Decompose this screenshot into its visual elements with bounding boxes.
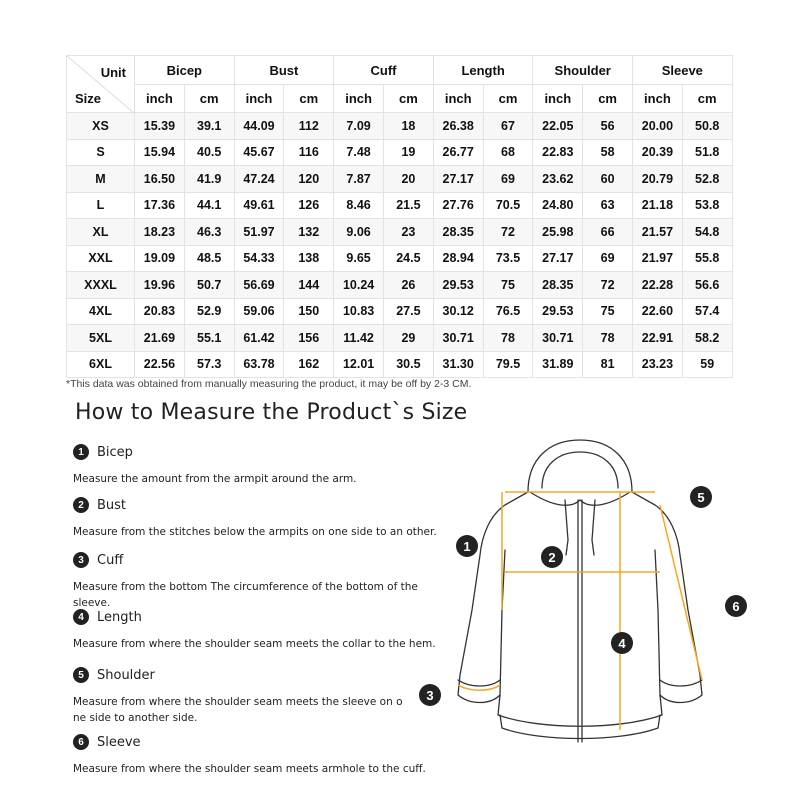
header-shoulder: Shoulder	[533, 56, 633, 85]
measurement-cell: 63	[583, 192, 633, 219]
hoodie-measurement-diagram	[410, 430, 750, 770]
sleeve-guide-line	[660, 505, 702, 680]
step-description-line: Measure from the bottom The circumference of the bottom of the sleeve.	[73, 581, 418, 609]
step-description	[73, 636, 453, 652]
measurement-cell: 69	[483, 166, 533, 193]
measurement-cell: 22.05	[533, 113, 583, 140]
measurement-cell: 16.50	[135, 166, 185, 193]
corner-size-label: Size	[67, 85, 135, 113]
measurement-cell: 25.98	[533, 219, 583, 246]
measurement-cell: 120	[284, 166, 334, 193]
measurement-cell: 26.38	[433, 113, 483, 140]
table-row	[67, 298, 733, 325]
measurement-cell: 45.67	[234, 139, 284, 166]
measurement-cell: 27.17	[533, 245, 583, 272]
measurement-cell: 17.36	[135, 192, 185, 219]
measurement-cell: 67	[483, 113, 533, 140]
step-name: Shoulder	[97, 667, 155, 683]
measurement-cell: 52.8	[682, 166, 732, 193]
measurement-cell: 28.35	[533, 272, 583, 299]
measurement-guides	[458, 492, 702, 730]
measurement-cell: 20	[384, 166, 434, 193]
step-number-badge: 1	[73, 444, 89, 460]
table-header-measurements	[67, 56, 733, 85]
measurement-cell: 29	[384, 325, 434, 352]
measurement-cell: 30.71	[433, 325, 483, 352]
step-sleeve	[73, 733, 453, 777]
step-description	[73, 694, 453, 726]
table-row	[67, 192, 733, 219]
measurement-cell: 15.39	[135, 113, 185, 140]
header-bust: Bust	[234, 56, 334, 85]
measurement-cell: 55.1	[184, 325, 234, 352]
measurement-cell: 18.23	[135, 219, 185, 246]
measurement-cell: 21.5	[384, 192, 434, 219]
table-row	[67, 113, 733, 140]
measurement-cell: 23.62	[533, 166, 583, 193]
step-name: Length	[97, 609, 142, 625]
unit-header-inch: inch	[234, 85, 284, 113]
measurement-cell: 66	[583, 219, 633, 246]
table-row	[67, 245, 733, 272]
measurement-cell: 112	[284, 113, 334, 140]
measurement-cell: 27.17	[433, 166, 483, 193]
measurement-cell: 27.5	[384, 298, 434, 325]
step-number-badge: 5	[73, 667, 89, 683]
callout-sleeve: 6	[725, 595, 747, 617]
step-description	[73, 524, 453, 540]
measurement-cell: 22.60	[633, 298, 683, 325]
measurement-cell: 56	[583, 113, 633, 140]
measurement-cell: 52.9	[184, 298, 234, 325]
table-row	[67, 219, 733, 246]
measurement-cell: 44.09	[234, 113, 284, 140]
step-name: Cuff	[97, 552, 124, 568]
step-cuff	[73, 551, 453, 611]
measurement-cell: 58	[583, 139, 633, 166]
measurement-cell: 19	[384, 139, 434, 166]
measurement-cell: 57.4	[682, 298, 732, 325]
measurement-cell: 78	[583, 325, 633, 352]
measurement-cell: 24.5	[384, 245, 434, 272]
measure-guide-title: How to Measure the Product`s Size	[75, 400, 468, 425]
step-description-line: Measure from where the shoulder seam meets armhole to the cuff.	[73, 763, 426, 775]
step-description	[73, 761, 453, 777]
measurement-cell: 24.80	[533, 192, 583, 219]
measurement-cell: 29.53	[433, 272, 483, 299]
measurement-cell: 72	[483, 219, 533, 246]
size-label-cell: XXXL	[67, 272, 135, 299]
size-label-cell: M	[67, 166, 135, 193]
step-description-line: Measure from where the shoulder seam meets the sleeve on o	[73, 696, 403, 708]
header-cuff: Cuff	[334, 56, 434, 85]
unit-header-inch: inch	[633, 85, 683, 113]
measurement-cell: 51.8	[682, 139, 732, 166]
measurement-cell: 44.1	[184, 192, 234, 219]
measurement-cell: 10.83	[334, 298, 384, 325]
step-description	[73, 579, 453, 611]
hoodie-outline	[458, 440, 702, 742]
measurement-cell: 63.78	[234, 351, 284, 378]
size-label-cell: XXL	[67, 245, 135, 272]
measurement-cell: 20.00	[633, 113, 683, 140]
measurement-cell: 138	[284, 245, 334, 272]
measurement-cell: 41.9	[184, 166, 234, 193]
step-number-badge: 2	[73, 497, 89, 513]
measurement-cell: 56.6	[682, 272, 732, 299]
measurement-cell: 58.2	[682, 325, 732, 352]
table-row	[67, 139, 733, 166]
measurement-cell: 31.30	[433, 351, 483, 378]
measurement-cell: 150	[284, 298, 334, 325]
unit-header-inch: inch	[334, 85, 384, 113]
measurement-cell: 27.76	[433, 192, 483, 219]
step-number-badge: 3	[73, 552, 89, 568]
measurement-cell: 7.87	[334, 166, 384, 193]
measurement-cell: 49.61	[234, 192, 284, 219]
step-shoulder	[73, 666, 453, 726]
measurement-cell: 79.5	[483, 351, 533, 378]
step-number-badge: 6	[73, 734, 89, 750]
size-label-cell: 4XL	[67, 298, 135, 325]
measurement-cell: 75	[583, 298, 633, 325]
measurement-cell: 18	[384, 113, 434, 140]
measurement-cell: 30.12	[433, 298, 483, 325]
callout-shoulder: 5	[690, 486, 712, 508]
step-name: Bicep	[97, 444, 133, 460]
size-label-cell: 6XL	[67, 351, 135, 378]
measurement-cell: 75	[483, 272, 533, 299]
measurement-cell: 22.91	[633, 325, 683, 352]
header-sleeve: Sleeve	[633, 56, 733, 85]
measurement-cell: 15.94	[135, 139, 185, 166]
step-length	[73, 608, 453, 652]
measurement-cell: 7.48	[334, 139, 384, 166]
measurement-cell: 47.24	[234, 166, 284, 193]
measurement-cell: 78	[483, 325, 533, 352]
measurement-cell: 23.23	[633, 351, 683, 378]
size-label-cell: S	[67, 139, 135, 166]
measurement-cell: 20.79	[633, 166, 683, 193]
measurement-cell: 22.83	[533, 139, 583, 166]
measurement-cell: 59	[682, 351, 732, 378]
table-row	[67, 272, 733, 299]
callout-cuff: 3	[419, 684, 441, 706]
unit-header-cm: cm	[583, 85, 633, 113]
step-description-line: Measure from the stitches below the armpits on one side to an other.	[73, 526, 437, 538]
callout-bicep: 1	[456, 535, 478, 557]
callout-length: 4	[611, 632, 633, 654]
measurement-cell: 20.83	[135, 298, 185, 325]
measurement-cell: 50.7	[184, 272, 234, 299]
measurement-cell: 156	[284, 325, 334, 352]
step-bicep	[73, 443, 453, 487]
measurement-cell: 21.57	[633, 219, 683, 246]
header-length: Length	[433, 56, 533, 85]
measurement-cell: 22.56	[135, 351, 185, 378]
size-label-cell: XL	[67, 219, 135, 246]
measurement-cell: 20.39	[633, 139, 683, 166]
header-bicep: Bicep	[135, 56, 235, 85]
measurement-cell: 54.8	[682, 219, 732, 246]
measurement-cell: 9.65	[334, 245, 384, 272]
measurement-cell: 19.96	[135, 272, 185, 299]
measurement-cell: 68	[483, 139, 533, 166]
measurement-cell: 21.69	[135, 325, 185, 352]
measurement-cell: 73.5	[483, 245, 533, 272]
size-chart-table	[66, 55, 733, 378]
unit-header-cm: cm	[184, 85, 234, 113]
table-row	[67, 351, 733, 378]
measurement-cell: 26.77	[433, 139, 483, 166]
measurement-cell: 7.09	[334, 113, 384, 140]
table-header-units	[67, 85, 733, 113]
measurement-cell: 51.97	[234, 219, 284, 246]
measurement-cell: 31.89	[533, 351, 583, 378]
measurement-cell: 60	[583, 166, 633, 193]
measurement-cell: 29.53	[533, 298, 583, 325]
measurement-cell: 21.18	[633, 192, 683, 219]
measurement-cell: 162	[284, 351, 334, 378]
measurement-cell: 56.69	[234, 272, 284, 299]
measurement-cell: 70.5	[483, 192, 533, 219]
measurement-cell: 69	[583, 245, 633, 272]
unit-header-cm: cm	[682, 85, 732, 113]
measurement-cell: 72	[583, 272, 633, 299]
measurement-cell: 132	[284, 219, 334, 246]
measurement-cell: 22.28	[633, 272, 683, 299]
size-label-cell: XS	[67, 113, 135, 140]
unit-header-cm: cm	[384, 85, 434, 113]
table-body	[67, 113, 733, 378]
measurement-cell: 12.01	[334, 351, 384, 378]
step-bust	[73, 496, 453, 540]
unit-header-cm: cm	[284, 85, 334, 113]
callout-bust: 2	[541, 546, 563, 568]
measurement-cell: 26	[384, 272, 434, 299]
measurement-cell: 21.97	[633, 245, 683, 272]
measurement-cell: 59.06	[234, 298, 284, 325]
step-name: Sleeve	[97, 734, 141, 750]
measurement-cell: 19.09	[135, 245, 185, 272]
measurement-cell: 9.06	[334, 219, 384, 246]
unit-header-cm: cm	[483, 85, 533, 113]
measurement-footnote: *This data was obtained from manually measuring the product, it may be off by 2-3 CM.	[66, 378, 472, 390]
measurement-cell: 116	[284, 139, 334, 166]
measurement-cell: 61.42	[234, 325, 284, 352]
measurement-cell: 30.5	[384, 351, 434, 378]
size-label-cell: L	[67, 192, 135, 219]
table-row	[67, 325, 733, 352]
measurement-cell: 126	[284, 192, 334, 219]
step-number-badge: 4	[73, 609, 89, 625]
measurement-cell: 30.71	[533, 325, 583, 352]
corner-unit-cell	[67, 56, 135, 85]
measurement-cell: 57.3	[184, 351, 234, 378]
step-description	[73, 471, 453, 487]
measurement-cell: 10.24	[334, 272, 384, 299]
measurement-cell: 53.8	[682, 192, 732, 219]
measurement-cell: 48.5	[184, 245, 234, 272]
table-row	[67, 166, 733, 193]
corner-unit-label: Unit	[100, 65, 126, 80]
measurement-cell: 54.33	[234, 245, 284, 272]
unit-header-inch: inch	[533, 85, 583, 113]
measurement-cell: 76.5	[483, 298, 533, 325]
step-description-line: Measure the amount from the armpit around the arm.	[73, 473, 357, 485]
measurement-cell: 23	[384, 219, 434, 246]
measurement-cell: 81	[583, 351, 633, 378]
measurement-cell: 50.8	[682, 113, 732, 140]
measurement-cell: 39.1	[184, 113, 234, 140]
measurement-cell: 55.8	[682, 245, 732, 272]
measurement-cell: 46.3	[184, 219, 234, 246]
step-description-line: ne side to another side.	[73, 712, 198, 724]
measurement-cell: 144	[284, 272, 334, 299]
step-description-line: Measure from where the shoulder seam meets the collar to the hem.	[73, 638, 436, 650]
measurement-cell: 40.5	[184, 139, 234, 166]
measurement-cell: 28.94	[433, 245, 483, 272]
unit-header-inch: inch	[135, 85, 185, 113]
measurement-cell: 11.42	[334, 325, 384, 352]
unit-header-inch: inch	[433, 85, 483, 113]
measurement-cell: 8.46	[334, 192, 384, 219]
size-label-cell: 5XL	[67, 325, 135, 352]
step-name: Bust	[97, 497, 127, 513]
measurement-cell: 28.35	[433, 219, 483, 246]
